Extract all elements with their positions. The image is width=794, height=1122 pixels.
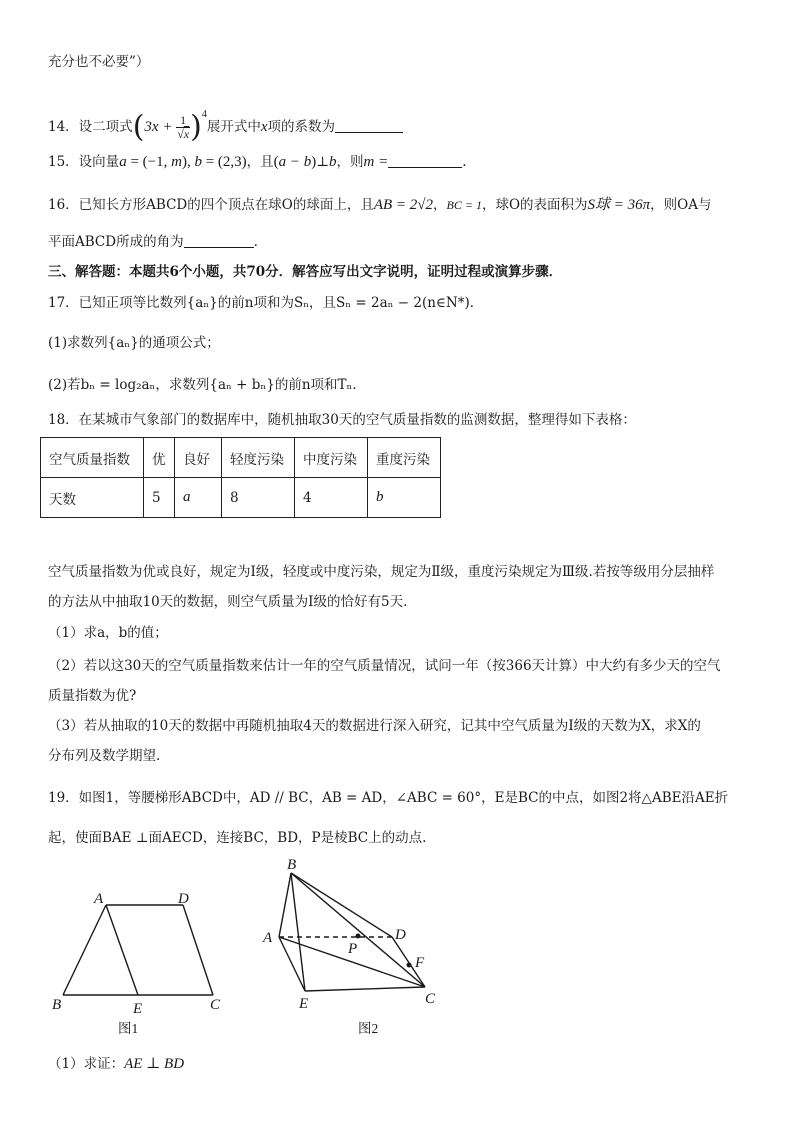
q16-end: .: [253, 234, 258, 250]
fig2-label-c: C: [425, 991, 436, 1007]
q15-cond: ，且: [246, 154, 274, 170]
table-header-cell: 空气质量指数: [41, 438, 144, 478]
q15-m: m =: [363, 154, 389, 170]
table-header-row: [41, 438, 441, 478]
q18-part2b: 质量指数为优?: [48, 688, 137, 704]
fig1-label-e: E: [133, 1001, 143, 1017]
q15-end: .: [462, 154, 467, 170]
q16-ab: AB = 2√2: [373, 197, 434, 213]
fig2-label-a: A: [263, 930, 273, 946]
q16-bc: BC = 1: [446, 198, 482, 212]
table-header-cell: 中度污染: [295, 438, 368, 478]
q16-answer-blank: [184, 233, 254, 248]
q18-desc1: 空气质量指数为优或良好，规定为Ⅰ级，轻度或中度污染，规定为Ⅱ级，重度污染规定为Ⅲ级.若按等级用分层抽样: [48, 564, 715, 580]
air-quality-table: [40, 437, 441, 518]
q15-answer-blank: [388, 153, 462, 168]
q15-perp: ⊥: [316, 154, 329, 170]
question-15: [48, 152, 467, 172]
q17-part1: (1)求数列{aₙ}的通项公式；: [48, 335, 220, 351]
continuation-text: 充分也不必要”）: [48, 54, 150, 70]
table-header-cell: 轻度污染: [222, 438, 295, 478]
table-cell: 天数: [41, 478, 144, 518]
table-cell: b: [368, 478, 441, 518]
q16-mid: ，球O的表面积为: [481, 197, 588, 213]
q15-prefix: 15．设向量: [48, 154, 120, 170]
q18-part2a: （2）若以这30天的空气质量指数来估计一年的空气质量情况，试问一年（按366天计算）中大约有多少天的空气: [48, 658, 721, 674]
q18-part1: （1）求a，b的值；: [48, 625, 168, 641]
table-row: [41, 478, 441, 518]
q14-suffix2: 项的系数为: [267, 119, 335, 135]
point-p-dot: [356, 934, 361, 939]
q18-part3b: 分布列及数学期望.: [48, 748, 161, 764]
figure-2-solid: [255, 855, 455, 1045]
q18-part3a: （3）若从抽取的10天的数据中再随机抽取4天的数据进行深入研究，记其中空气质量为Ⅰ级的天数为X，求X的: [48, 718, 701, 734]
q17-stem: 17．已知正项等比数列{aₙ}的前n项和为Sₙ，且Sₙ = 2aₙ − 2(n∈N*)．: [48, 295, 484, 311]
q19-part1: [48, 1054, 184, 1074]
q19-part1-prefix: （1）求证：: [48, 1056, 125, 1072]
q16-line1: 16．已知长方形ABCD的四个顶点在球O的球面上，且: [48, 197, 374, 213]
table-cell: 5: [144, 478, 175, 518]
figure-2-caption: 图2: [358, 1021, 379, 1036]
question-14: [48, 100, 403, 145]
section-3-heading: 三、解答题：本题共6个小题，共70分．解答应写出文字说明，证明过程或演算步骤．: [48, 264, 563, 280]
fig1-label-a: A: [94, 891, 104, 907]
q17-part2: (2)若bₙ = log₂aₙ，求数列{aₙ + bₙ}的前n项和Tₙ．: [48, 377, 366, 393]
point-f-dot: [407, 963, 412, 968]
table-cell: 8: [222, 478, 295, 518]
fig2-label-e: E: [299, 996, 309, 1012]
table-cell: 4: [295, 478, 368, 518]
table-cell: a: [175, 478, 222, 518]
q16-tail: ，则OA与: [650, 197, 712, 213]
q15-then: ，则: [336, 154, 364, 170]
figure-1-caption: 图1: [118, 1021, 139, 1036]
fig2-label-d: D: [395, 927, 406, 943]
table-header-cell: 优: [144, 438, 175, 478]
table-header-cell: 重度污染: [368, 438, 441, 478]
q15-vectors: a = (−1, m), b = (2,3): [119, 154, 247, 170]
fig1-label-b: B: [52, 997, 62, 1013]
question-16-line2: [48, 232, 258, 252]
q18-desc2: 的方法从中抽取10天的数据，则空气质量为Ⅰ级的恰好有5天.: [48, 594, 408, 610]
fig1-label-d: D: [178, 891, 189, 907]
q14-binomial: (3x + $\frac{1}{√x}$ )$^4$: [132, 109, 207, 145]
q14-var: x: [260, 119, 268, 135]
q16-s: S球 = 36π: [587, 197, 651, 213]
figure-1-trapezoid: [50, 885, 240, 1040]
q18-stem: 18．在某城市气象部门的数据库中，随机抽取30天的空气质量指数的监测数据，整理得如下表格：: [48, 412, 636, 428]
fig2-label-p: P: [348, 941, 358, 957]
q19-line1: 19．如图1，等腰梯形ABCD中，AD // BC，AB = AD，∠ABC = 60°，E是BC的中点，如图2将△ABE沿AE折: [48, 790, 729, 806]
q15-b: b: [328, 154, 337, 170]
fig2-label-b: B: [287, 857, 297, 873]
q19-part1-math: AE ⊥ BD: [124, 1056, 185, 1072]
table-header-cell: 良好: [175, 438, 222, 478]
fig2-label-f: F: [415, 955, 425, 971]
question-16-line1: 16．已知长方形ABCD的四个顶点在球O的球面上，且AB = 2√2，BC = 1，球O的表面积为S球 = 36π，则OA与: [48, 197, 712, 213]
q16-line2: 平面ABCD所成的角为: [48, 234, 184, 250]
q14-prefix: 14．设二项式: [48, 119, 133, 135]
fig1-label-c: C: [210, 997, 221, 1013]
q15-expr: (a − b): [273, 154, 317, 170]
q14-answer-blank: [335, 118, 403, 133]
q19-line2: 起，使面BAE ⊥面AECD，连接BC，BD，P是棱BC上的动点.: [48, 830, 427, 846]
q14-suffix: 展开式中: [206, 119, 261, 135]
